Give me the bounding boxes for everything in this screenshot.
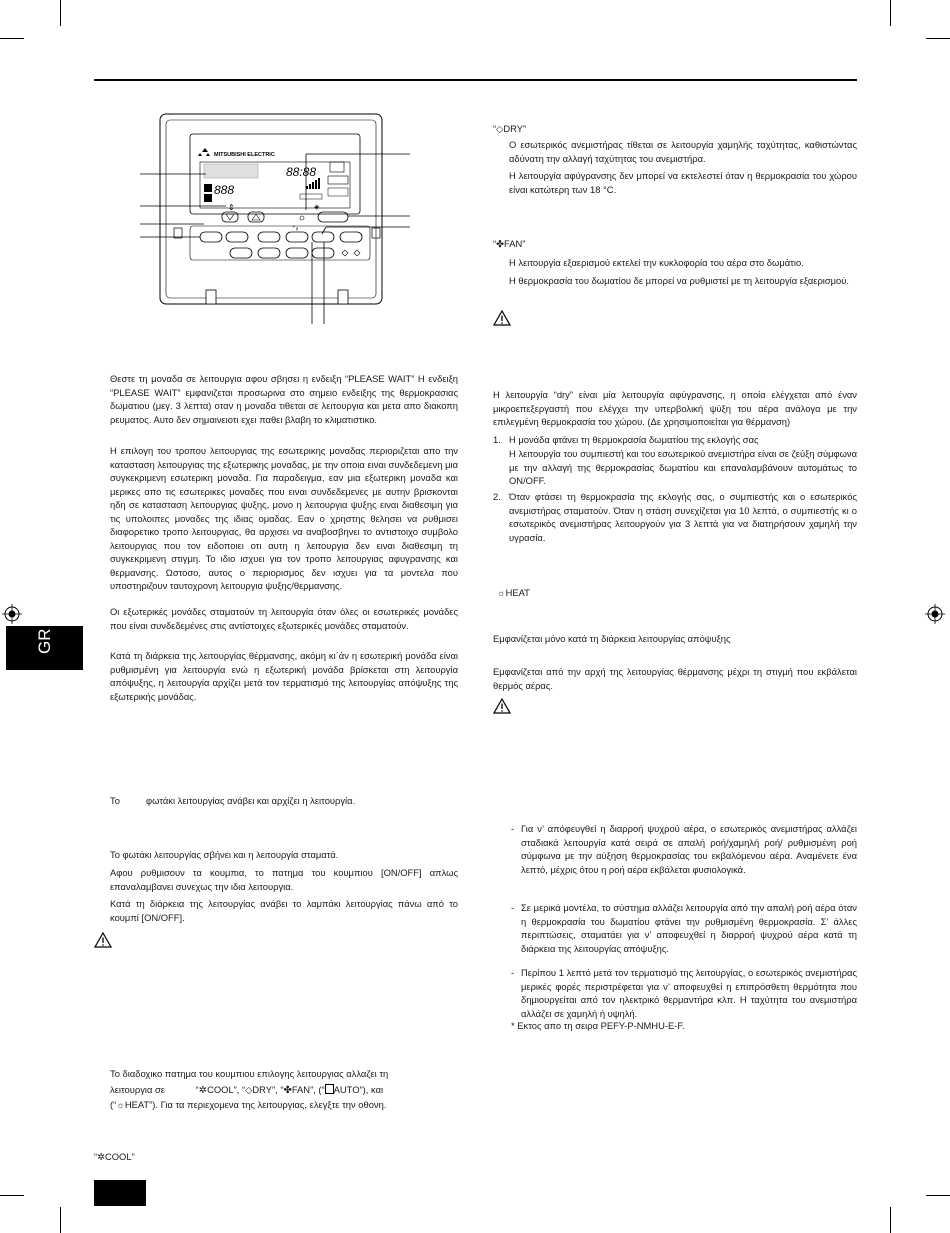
crop-mark <box>926 38 950 39</box>
dry-list-title: Η μονάδα φτάνει τη θερμοκρασία δωματίου της εκλογής σας <box>509 434 759 445</box>
dry-info-paragraph: Η λειτουργία “dry” είναι μία λειτουργία αφύγρανσης, η οποία ελέγχεται από έναν μικροεπεξεργαστή που ελέγχει την υπερβολική ψύξη του αέρα ανάλογα με την επιλεγμένη θερμοκρασία του χώρου. (Δε χρησιμοποιείται για θέρμανση) <box>493 389 857 427</box>
cool-icon: ✲ <box>198 1085 208 1096</box>
dry-list-number: 1. <box>493 434 501 445</box>
cool-heading: “✲COOL” <box>94 1151 135 1162</box>
intro-paragraph: Η επιλογη του τροπου λειτουργιας της εσωτερικης μοναδας περιοριζεται απο την κατασταση λειτουργιας της εξωτερικης μοναδας, με την οποια ειναι συνδεδεμενη μια συγκεκριμενη εσωτερικη μοναδα. Για παραδειγμα, εαν μια εξωτερικη μοναδα και μερικες απο τις εσωτερικες μοναδες που ειναι συνδεδεμενες με αυτην βρισκονται ηδη σε κατασταση λειτουργιας ψυξης, μονο η λειτουργια ψυξης ειναι διαθεσιμη για τις υπολοιπες μοναδες της ιδιας ομαδας. Εαν ο χρηστης θελησει να ρυθμισει διαφορετικο τροπο λειτουργιας, θα αρχισει να αναβοσβηνει το αντιστοιχο συμβολο λειτουργιας που τον ειδοποιει οτι αυτη η λειτουργια δεν ειναι διαθεσιμη τη συγκεκριμενη στιγμη. Το ιδιο ισχυει για τον τροπο λειτουργιας αφυγρανσης και θερμανσης. Ωστοσο, αυτος ο περιορισμος δεν ισχυει για τα μοντελα που υποστηριζουν ταυτοχρονη λειτουργια ψυξης/θερμανσης. <box>110 445 458 591</box>
heat-dash-item: Περίπου 1 λεπτό μετά τον τερματισμό της λειτουργίας, ο εσωτερικός ανεμιστήρας μερικές φορές περιστρέφεται για ν’ αποφευχθεί η επιπρόσθετη θερμότητα που δημιουργείται από τον ηλεκτρικό θερμαντήρα κλπ. Η ταχύτητα του ανεμιστήρα αλλάζει σε χαμηλή ή υψηλή. <box>521 967 857 1019</box>
dash-bullet: - <box>511 902 515 913</box>
intro-paragraph: Θεστε τη μοναδα σε λειτουργια αφου σβησει η ενδειξη “PLEASE WAIT” Η ενδειξη “PLEASE WAIT” εμφανιζεται προσωρινα στο σημειο ενδειξης της θερμοκρασιας δωματιου (μεγ. 3 λεπτα) οταν η μοναδα τιθεται σε λειτουργια και μετα απο διακοπη ρευματος. Αυτο δεν σημαινειοτι εχει παθει βλαβη το κλιματιστικο. <box>110 373 458 425</box>
stop-paragraph: Αφου ρυθμισουν τα κουμπια, το πατημα του κουμπιου [ON/OFF] απλως επαναλαμβανει συνεχως την ιδια λειτουργια. <box>110 867 458 892</box>
auto-icon <box>325 1084 334 1094</box>
crop-mark <box>60 1207 61 1233</box>
svg-text:⇕: ⇕ <box>228 203 235 212</box>
dry-list-body: Όταν φτάσει τη θερμοκρασία της εκλογής σας, ο συμπιεστής και ο εσωτερικός ανεμιστήρας σταματούν. Όταν η στάση συνεχίζεται για 10 λεπτά, ο συμπιεστής κι ο εσωτερικός ανεμιστήρας λειτουργούν για 3 λεπτά για να διατηρήσουν χαμηλή την υγρασία. <box>509 491 857 543</box>
header-rule <box>94 79 857 81</box>
dash-bullet: - <box>511 967 515 978</box>
defrost-note: Εμφανίζεται μόνο κατά τη διάρκεια λειτουργίας απόψυξης <box>493 633 731 644</box>
fan-heading-icon: ✤ <box>496 238 504 249</box>
crop-mark <box>0 1195 24 1196</box>
start-prefix: Το <box>110 795 120 806</box>
remote-controller-illustration <box>140 110 420 330</box>
svg-text:⁺ᵢₗ: ⁺ᵢₗ <box>292 225 298 232</box>
intro-paragraph: Οι εξωτερικές μονάδες σταματούν τη λειτουργία όταν όλες οι εσωτερικές μονάδες που είναι συνδεδεμένες στις αντίστοιχες εξωτερικές μονάδες σταματούν. <box>110 606 458 631</box>
language-tab <box>6 626 83 670</box>
dry-list-number: 2. <box>493 491 501 502</box>
heat-heading: ☼HEAT <box>497 587 530 598</box>
fan-paragraph: Η λειτουργία εξαερισμού εκτελεί την κυκλοφορία του αέρα στο δωμάτιο. <box>509 257 804 268</box>
fan-heading: “✤FAN” <box>493 238 526 249</box>
crop-mark <box>926 1195 950 1196</box>
mode-line-3: (“☼HEAT”). Για τα περιεχομενα της λειτουργιας, ελεγξτε την οθονη. <box>110 1099 387 1110</box>
mode-line-2: λειτουργια σε “✲COOL”, “◇DRY”, “✤FAN”, (“ AUTO”), και <box>110 1084 384 1096</box>
warning-icon <box>493 310 511 326</box>
fan-paragraph: Η θερμοκρασία του δωματίου δε μπορεί να ρυθμιστεί με τη λειτουργία εξαερισμού. <box>509 275 850 286</box>
dry-list-body: Η λειτουργία του συμπιεστή και του εσωτερικού ανεμιστήρα είναι σε ζεύξη σύμφωνα με την αλλαγή της θερμοκρασίας δωματίου και επαναλαμβάνουν αυτομάτως το ON/OFF. <box>509 448 857 486</box>
brand-logo-text: MITSUBISHI ELECTRIC <box>214 152 275 158</box>
footnote: * Εκτος απο τη σειρα PEFY-P-NMHU-E-F. <box>511 1020 685 1031</box>
svg-text:◈: ◈ <box>314 204 320 211</box>
crop-mark <box>890 0 891 26</box>
dry-heading: “◇DRY” <box>493 123 527 134</box>
intro-paragraph: Κατά τη διάρκεια της λειτουργίας θέρμανσης, ακόμη κι΄άν η εσωτερική μονάδα είναι ρυθμισμένη για λειτουργία ενώ η εξωτερική μονάδα βρίσκεται στη λειτουργία απόψυξης, η λειτουργία αρχίζει μετά τον τερματισμό της λειτουργίας απόψυξης της εξωτερικής μονάδας. <box>110 650 458 702</box>
registration-mark-left <box>2 604 22 624</box>
heat-icon: ☼ <box>116 1099 125 1110</box>
stop-paragraph: Κατά τη διάρκεια της λειτουργίας ανάβει το λαμπάκι λειτουργίας πάνω από το κουμπί [ON/OFF]. <box>110 898 458 923</box>
cool-heading-icon: ✲ <box>97 1151 105 1162</box>
display-clock: 88:88 <box>286 165 317 179</box>
language-tab-label: GR <box>35 628 54 654</box>
dry-icon: ◇ <box>245 1084 253 1095</box>
heat-heading-icon: ☼ <box>497 587 506 598</box>
heat-dash-item: Σε μερικά μοντέλα, το σύστημα αλλάζει λειτουργία από την απαλή ροή αέρα όταν η θερμοκρασία του δωματίου φτάνει την ρυθμισμένη θερμοκρασία. Σ’ άλλες περιπτώσεις, σταματάει για ν’ αποφευχθεί η διαρροή ψυχρού αέρα κατά τη διάρκεια της λειτουργίας απόψυξης. <box>521 902 857 954</box>
dry-paragraph: Η λειτουργία αφύγρανσης δεν μπορεί να εκτελεστεί όταν η θερμοκρασία του χώρου είναι κατώτερη των 18 °C. <box>509 170 857 195</box>
dry-paragraph: Ο εσωτερικός ανεμιστήρας τίθεται σε λειτουργία χαμηλής ταχύτητας, καθιστώντας αδύνατη την αλλαγή ταχύτητας του ανεμιστήρα. <box>509 139 857 164</box>
fan-icon: ✤ <box>283 1085 292 1096</box>
warning-icon <box>94 932 112 948</box>
crop-mark <box>890 1207 891 1233</box>
registration-mark-right <box>925 604 945 624</box>
page-number-box <box>94 1180 146 1206</box>
dash-bullet: - <box>511 823 515 834</box>
mode-line-1: Το διαδοχικο πατημα του κουμπιου επιλογης λειτουργιας αλλαζει τη <box>110 1068 389 1079</box>
crop-mark <box>0 38 24 39</box>
warning-icon <box>493 698 511 714</box>
crop-mark <box>60 0 61 26</box>
standby-note: Εμφανίζεται από την αρχή της λειτουργίας θέρμανσης μέχρι τη στιγμή που εκβάλεται θερμός αέρας. <box>493 666 857 691</box>
display-temp: 888 <box>214 183 235 197</box>
dry-heading-icon: ◇ <box>496 123 504 134</box>
start-text: φωτάκι λειτουργίας ανάβει και αρχίζει η λειτουργία. <box>146 795 356 806</box>
stop-paragraph: Το φωτάκι λειτουργίας σβήνει και η λειτουργία σταματά. <box>110 849 339 860</box>
heat-dash-item: Για ν’ απόφευγθεί η διαρροή ψυχρού αέρα, ο εσωτερικός ανεμιστήρας αλλάζει σταδιακά λειτουργία κατά σειρά σε απαλή ροή/χαμηλή ροή/ ρυθμισμένη ροή σύμφωνα με την αύξηση θερμοκρασίας του εκβαλόμενου αέρα. Αναμένετε ένα λεπτό, μέχρις ότου η ροή αέρα εκβάλεται φυσιολογικά. <box>521 823 857 875</box>
